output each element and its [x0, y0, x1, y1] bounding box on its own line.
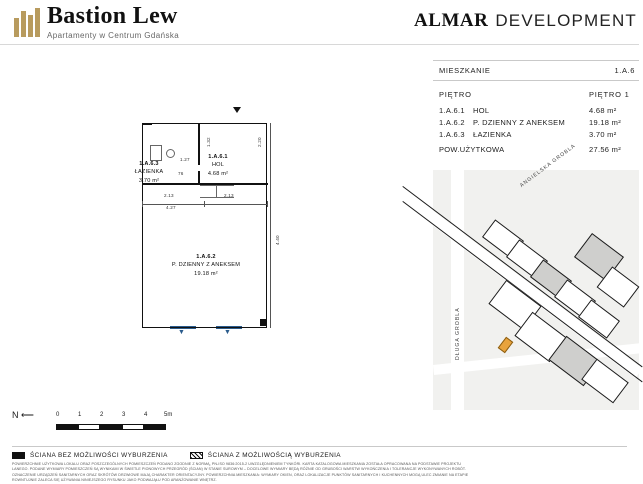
total-area-value: 27.56 m² [589, 144, 621, 154]
scale-segment [56, 424, 78, 430]
bathroom-fixture [150, 145, 162, 161]
scale-segments [56, 424, 166, 430]
north-label: N [12, 410, 19, 420]
room-label-area: 19.18 m² [194, 270, 218, 277]
bastion-lew-logo-icon [14, 7, 40, 37]
room-label-code: 1.A.6.1 [208, 154, 228, 160]
room-label-hol [192, 153, 244, 178]
room-row [439, 129, 635, 141]
room-name: ŁAZIENKA [473, 130, 512, 139]
bathroom-sink-fixture [166, 149, 175, 158]
dim-lazienka-height: 1.32 [206, 137, 211, 147]
room-label-lazienka [116, 160, 182, 185]
north-arrow-icon [233, 107, 241, 113]
scale-tick: 4 [144, 412, 148, 418]
room-label-area: 4.68 m² [207, 170, 229, 177]
room-label-code: 1.A.6.2 [196, 254, 216, 260]
north-arrow-glyph: ⟵ [21, 410, 35, 420]
brand-subtitle: Apartamenty w Centrum Gdańska [47, 31, 180, 40]
scale-tick: 1 [78, 412, 82, 418]
room-code: 1.A.6.3 [439, 130, 465, 139]
legend-divider [12, 446, 627, 447]
room-code: 1.A.6.2 [439, 118, 465, 127]
kitchen-counter-line [200, 185, 234, 186]
dim-line [270, 123, 271, 328]
dim-tick [267, 201, 268, 207]
room-code: 1.A.6.1 [439, 106, 465, 115]
brand-title: Bastion Lew [47, 3, 178, 29]
developer-logo [414, 10, 637, 32]
room-area: 3.70 m² [589, 130, 617, 139]
developer-word: DEVELOPMENT [495, 11, 637, 30]
total-area-label: POW.UŻYTKOWA [439, 144, 505, 154]
solid-wall-swatch-icon [12, 452, 25, 459]
legend-label: ŚCIANA Z MOŻLIWOŚCIĄ WYBURZENIA [207, 452, 341, 459]
floor-value: PIĘTRO 1 [589, 89, 630, 99]
street-label-dluga-grobla: DŁUGA GROBLA [455, 307, 461, 360]
total-area-row [439, 141, 635, 156]
removable-wall-swatch-icon [190, 452, 203, 459]
footnote-line: POWIERZCHNIE UŻYTKOWA LOKALU ORAZ POSZCZEGÓLNYCH POMIESZCZEŃ PODANO ZGODNIE Z NORMĄ, PN-ISO 9836:2015-2 UWZGLĘDNIENIEM TYNKÓRI. KARTA KATALOGOWA MIESZKANIA ZOSTAŁA OPRACOWANA NA PODSTAWIE PROJEKTU [12, 462, 462, 466]
dim-right-height: 4.40 [275, 235, 280, 245]
room-label-p-dzienny [148, 253, 264, 278]
scale-segment [100, 424, 122, 430]
room-label-area: 3.70 m² [138, 177, 160, 184]
wall-pillar [260, 319, 267, 326]
kitchen-counter-line [216, 185, 217, 197]
scale-segment [122, 424, 144, 430]
footnote-line: OZNACZENIE URZĄDZEŃ SANITARNYCH ORAZ SKRÓTÓW DRZWIOWE MAJĄ CHARAKTER ORIENTACYJNY. POWIERZCHNIA MIESZKANIA: WYMIARY OKIEN, ORAZ LOKALIZACJE PUNKTÓW SANITARNYCH I KUCHENNYCH MOGĄ ULEC ZMIANIE NA ETAPIE [12, 472, 469, 477]
legend-item-removable-wall [190, 452, 341, 459]
floor-label: PIĘTRO [439, 89, 472, 99]
apartment-label: MIESZKANIE [439, 66, 491, 75]
brand-logo [14, 4, 179, 40]
map-road [451, 170, 464, 430]
room-label-name: P. DZIENNY Z ANEKSEM [171, 262, 241, 269]
apartment-info-table [433, 60, 639, 161]
scale-segment [144, 424, 166, 430]
wall-stub [142, 123, 152, 125]
apartment-number: 1.A.6 [614, 66, 635, 75]
floor-plan-drawing [120, 105, 300, 335]
room-area: 4.68 m² [589, 106, 617, 115]
room-name: P. DZIENNY Z ANEKSEM [473, 118, 565, 127]
room-label-code: 1.A.6.3 [139, 161, 159, 167]
dim-lazienka-width: 1.27 [180, 157, 190, 162]
floor-row [439, 88, 635, 105]
scale-tick: 5m [164, 412, 173, 418]
wall-stub [256, 183, 268, 185]
legend-label: ŚCIANA BEZ MOŻLIWOŚCI WYBURZENIA [30, 452, 168, 459]
room-row [439, 117, 635, 129]
street-label-angielska-grobla: ANGIELSKA GROBLA [519, 142, 578, 189]
balcony-direction-icon: ▼ [178, 329, 185, 336]
room-label-name: ŁAZIENKA [134, 169, 164, 176]
dim-bottom-left: 2.13 [164, 193, 174, 198]
room-area: 19.18 m² [589, 118, 621, 127]
page-header [0, 0, 639, 44]
legend-item-solid-wall [12, 452, 168, 459]
balcony-direction-icon: ▼ [224, 329, 231, 336]
apartment-id-row [433, 60, 639, 81]
room-label-name: HOL [211, 162, 225, 169]
developer-name: ALMAR [414, 10, 489, 31]
highlighted-apartment-marker [498, 337, 514, 354]
scale-tick: 0 [56, 412, 60, 418]
scale-tick: 2 [100, 412, 104, 418]
dim-overall-width-top: 4.27 [166, 205, 176, 210]
dim-small-mark: 76 [178, 171, 184, 176]
room-name: HOL [473, 106, 490, 115]
north-indicator [12, 410, 34, 421]
dim-hol-height: 2.20 [257, 137, 262, 147]
footnote-line: LANEGO. PODANE WYMIARY POMIESZCZEŃ SĄ WYNIKAMI W ŚWIETLE PIONOWYCH PRZEGRÓD (ŚCIAN) W STANIE SUROWYM – DOCELOWE WYMIARY BĘDĄ RÓŻNIE OD GRUBOŚCI WARSTW WYKOŃCZENIA I TOLERANCJE WYKONYWANYCH ROBÓT. [12, 467, 466, 472]
dim-bottom-right: 2.13 [224, 193, 234, 198]
scale-bar [12, 404, 202, 440]
dim-line [142, 204, 267, 205]
footnote-line: ROWNTUJNIE ZALECA SIĘ UŻYWANIA NINIEJSZEGO RYSUNKU JAKO PODWAJĄŁU POD ARANŻOWANIE WNĘTRZ. [12, 478, 217, 483]
scale-segment [78, 424, 100, 430]
room-row [439, 105, 635, 117]
footnote-disclaimer [12, 462, 630, 484]
header-divider [0, 44, 639, 45]
scale-tick: 3 [122, 412, 126, 418]
